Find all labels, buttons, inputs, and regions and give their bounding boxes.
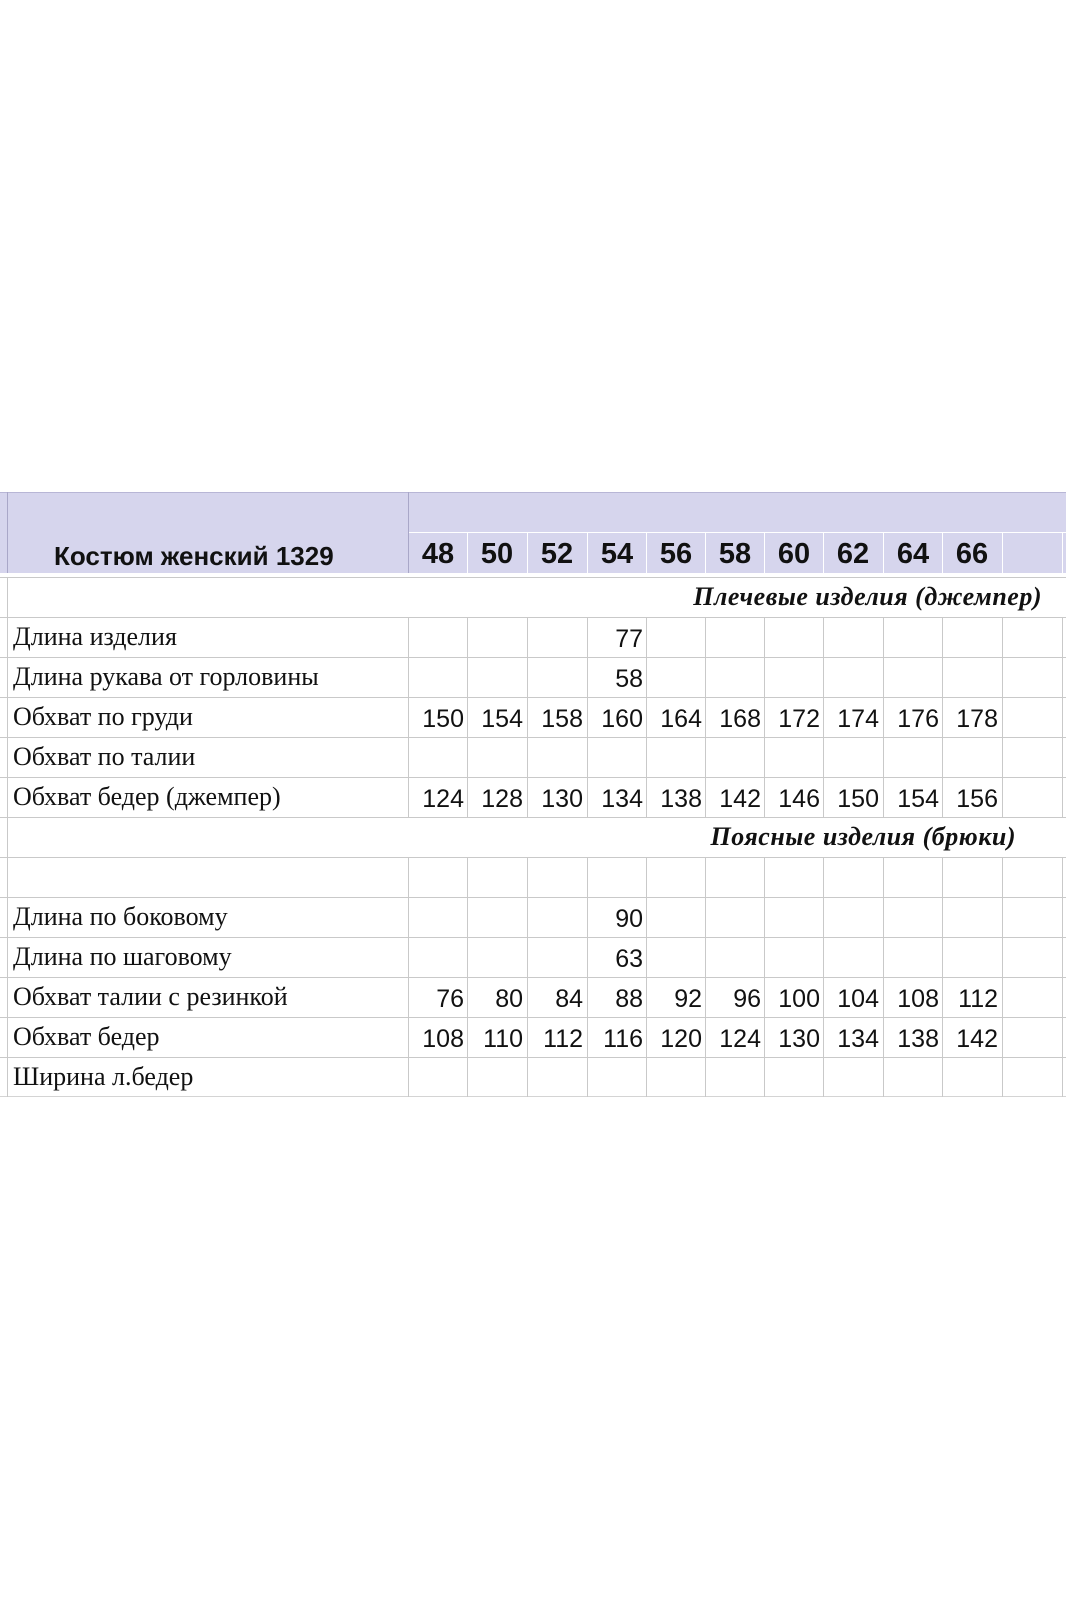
- table-cell: [527, 1057, 583, 1097]
- table-cell: [646, 857, 702, 897]
- table-cell: 160: [601, 705, 643, 733]
- table-cell: 146: [778, 785, 820, 813]
- table-cell: [942, 857, 998, 897]
- row-label: Обхват по груди: [13, 702, 193, 731]
- size-header-52: 52: [540, 538, 574, 570]
- row-label: Обхват талии с резинкой: [13, 982, 288, 1011]
- table-cell: 130: [541, 785, 583, 813]
- row-label: Ширина л.бедер: [13, 1062, 194, 1091]
- table-cell: 158: [541, 705, 583, 733]
- table-cell: [823, 617, 879, 657]
- table-cell: 134: [837, 1025, 879, 1053]
- table-cell: 110: [483, 1025, 523, 1053]
- table-cell: [646, 937, 702, 977]
- table-cell: 108: [422, 1025, 464, 1053]
- table-cell: [705, 857, 761, 897]
- table-cell: [527, 897, 583, 937]
- row-label: Длина по боковому: [13, 902, 228, 931]
- table-cell: 104: [837, 985, 879, 1013]
- table-cell: 168: [719, 705, 761, 733]
- table-cell: 156: [956, 785, 998, 813]
- table-cell: [823, 897, 879, 937]
- size-header-58: 58: [718, 538, 752, 570]
- table-cell: 108: [897, 985, 939, 1013]
- table-cell: [942, 657, 998, 697]
- table-cell: 90: [615, 905, 643, 933]
- table-cell: [942, 897, 998, 937]
- table-cell: [883, 1057, 939, 1097]
- table-cell: 154: [897, 785, 939, 813]
- table-cell: 120: [660, 1025, 702, 1053]
- table-cell: [467, 937, 523, 977]
- table-cell: [705, 617, 761, 657]
- table-cell: 134: [601, 785, 643, 813]
- table-cell: [527, 937, 583, 977]
- table-cell: 164: [660, 705, 702, 733]
- table-cell: [408, 857, 464, 897]
- row-label: Обхват бедер: [13, 1022, 160, 1051]
- table-cell: 124: [719, 1025, 761, 1053]
- table-cell: [764, 937, 820, 977]
- table-cell: 172: [778, 705, 820, 733]
- size-header-50: 50: [480, 538, 514, 570]
- table-cell: 112: [958, 985, 998, 1013]
- size-header-66: 66: [955, 538, 989, 570]
- table-cell: [467, 737, 523, 777]
- table-cell: [408, 657, 464, 697]
- table-cell: [883, 657, 939, 697]
- table-cell: 174: [837, 705, 879, 733]
- table-cell: 138: [897, 1025, 939, 1053]
- size-header-48: 48: [421, 538, 455, 570]
- table-cell: 150: [422, 705, 464, 733]
- table-cell: 124: [422, 785, 464, 813]
- table-cell: [467, 897, 523, 937]
- table-cell: [467, 1057, 523, 1097]
- size-header-62: 62: [836, 538, 870, 570]
- table-cell: [527, 737, 583, 777]
- table-cell: [883, 857, 939, 897]
- row-label: Длина рукава от горловины: [13, 662, 319, 691]
- table-cell: [764, 897, 820, 937]
- table-cell: [942, 1057, 998, 1097]
- table-cell: [467, 657, 523, 697]
- size-header-54: 54: [600, 538, 634, 570]
- table-cell: [646, 737, 702, 777]
- table-cell: [467, 617, 523, 657]
- table-cell: [527, 617, 583, 657]
- table-cell: [764, 737, 820, 777]
- table-cell: [408, 737, 464, 777]
- table-cell: [942, 617, 998, 657]
- row-label: Обхват по талии: [13, 742, 196, 771]
- table-cell: 77: [615, 625, 643, 653]
- table-cell: 142: [719, 785, 761, 813]
- table-cell: [646, 1057, 702, 1097]
- table-cell: [587, 1057, 643, 1097]
- table-cell: [408, 1057, 464, 1097]
- table-cell: 84: [555, 985, 583, 1013]
- table-cell: [705, 897, 761, 937]
- table-cell: [646, 617, 702, 657]
- section-title: Плечевые изделия (джемпер): [693, 582, 1042, 611]
- table-cell: [823, 1057, 879, 1097]
- table-cell: 80: [495, 985, 523, 1013]
- table-cell: [764, 617, 820, 657]
- table-cell: 112: [543, 1025, 583, 1053]
- table-cell: [764, 857, 820, 897]
- row-label: Обхват бедер (джемпер): [13, 782, 281, 811]
- table-cell: [883, 737, 939, 777]
- table-cell: [883, 897, 939, 937]
- table-cell: [705, 737, 761, 777]
- table-cell: [705, 1057, 761, 1097]
- table-cell: [764, 1057, 820, 1097]
- table-cell: [942, 737, 998, 777]
- table-cell: 128: [481, 785, 523, 813]
- table-cell: [705, 937, 761, 977]
- table-cell: [587, 857, 643, 897]
- table-cell: [942, 937, 998, 977]
- chart-title: Костюм женский 1329: [54, 541, 334, 571]
- table-cell: 100: [778, 985, 820, 1013]
- table-cell: [705, 657, 761, 697]
- table-cell: [467, 857, 523, 897]
- table-cell: 138: [660, 785, 702, 813]
- table-cell: 88: [615, 985, 643, 1013]
- table-cell: 176: [897, 705, 939, 733]
- table-cell: [883, 937, 939, 977]
- section-title: Поясные изделия (брюки): [710, 822, 1016, 851]
- table-cell: [646, 657, 702, 697]
- table-cell: [408, 897, 464, 937]
- table-cell: 154: [481, 705, 523, 733]
- size-header-60: 60: [777, 538, 811, 570]
- table-cell: 130: [778, 1025, 820, 1053]
- size-header-64: 64: [896, 538, 930, 570]
- table-cell: 178: [956, 705, 998, 733]
- table-cell: [823, 657, 879, 697]
- table-cell: [883, 617, 939, 657]
- table-cell: 150: [837, 785, 879, 813]
- row-label: Длина по шаговому: [13, 942, 232, 971]
- row-label: Длина изделия: [13, 622, 177, 651]
- table-cell: [646, 897, 702, 937]
- table-cell: [823, 737, 879, 777]
- table-cell: 58: [615, 665, 643, 693]
- table-cell: 142: [956, 1025, 998, 1053]
- table-cell: [527, 657, 583, 697]
- table-cell: 76: [436, 985, 464, 1013]
- table-cell: [764, 657, 820, 697]
- table-cell: [527, 857, 583, 897]
- table-cell: 116: [603, 1025, 643, 1053]
- table-cell: [823, 937, 879, 977]
- size-header-56: 56: [659, 538, 693, 570]
- table-cell: [823, 857, 879, 897]
- table-cell: [587, 737, 643, 777]
- table-cell: 96: [733, 985, 761, 1013]
- table-cell: 63: [615, 945, 643, 973]
- table-cell: 92: [674, 985, 702, 1013]
- table-cell: [408, 617, 464, 657]
- table-cell: [408, 937, 464, 977]
